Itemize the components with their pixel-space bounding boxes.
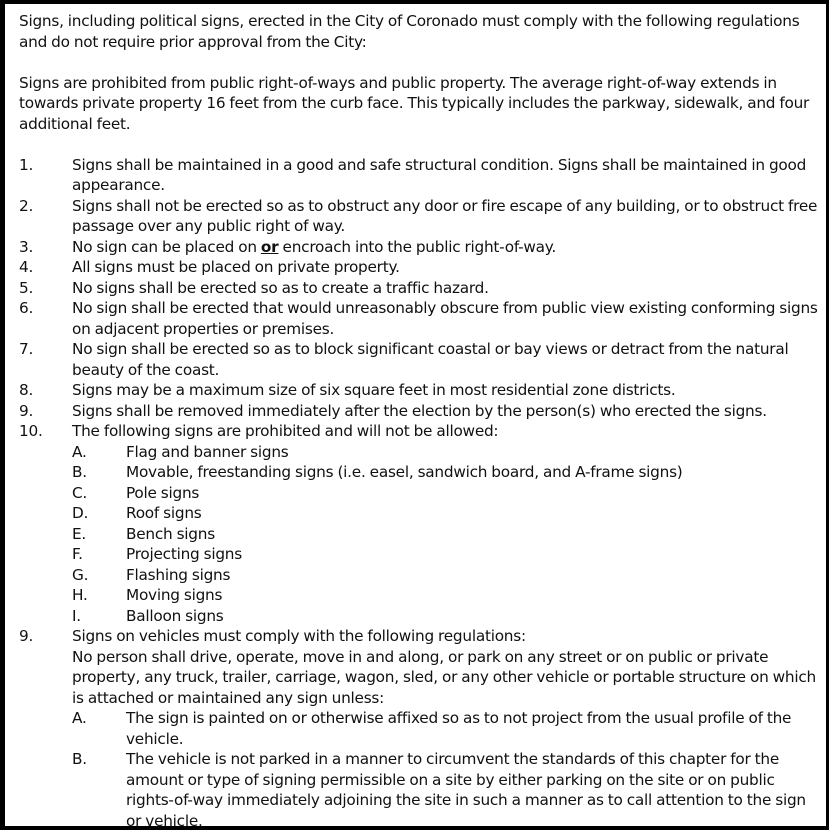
rule-text: The following signs are prohibited and will not be allowed: [72,422,499,440]
item-text: Pole signs [126,483,200,502]
item-text: The sign is painted on or otherwise affixed so as to not project from the usual profile of the vehicle. [126,709,792,748]
rule-number: 1. [19,155,34,174]
rule-number: 3. [19,237,34,256]
rule-number: 9. [19,627,34,645]
item-text: Movable, freestanding signs (i.e. easel, sandwich board, and A-frame signs) [126,463,683,481]
item-letter: G. [72,565,89,584]
prohibited-sign-item [19,585,819,606]
rule-text [72,237,819,258]
item-letter: C. [72,483,88,502]
item-letter: A. [72,709,87,727]
item-letter: F. [72,545,83,563]
rule-text: No signs shall be erected so as to create a traffic hazard. [72,278,489,297]
rule-number: 10. [19,422,43,440]
rule-item [19,298,819,339]
vehicle-rule-paragraph: No person shall drive, operate, move in and along, or park on any street or on public or private property, any truck, trailer, carriage, wagon, sled, or any other vehicle or portable structure on which is attached or maintained any sign unless: [72,647,816,707]
rule-number: 9. [19,401,34,420]
rule-number: 6. [19,299,34,317]
vehicle-condition-item [19,749,819,831]
item-letter: E. [72,524,87,543]
rule-text: Signs shall be maintained in a good and safe structural condition. Signs shall be maintained in good appearance. [72,155,807,194]
vehicle-rule-heading: Signs on vehicles must comply with the following regulations: [72,627,526,645]
rule-item [19,278,819,299]
rule-number: 5. [19,278,34,297]
rule-text: All signs must be placed on private property. [72,258,400,276]
rule-text: No sign shall be erected so as to block significant coastal or bay views or detract from the natural beauty of the coast. [72,340,789,379]
vehicle-condition-item [19,708,819,749]
rule-number: 4. [19,258,34,276]
item-text: Moving signs [126,586,223,604]
item-letter: B. [72,750,87,768]
item-text: Balloon signs [126,606,224,625]
rule-item [19,155,819,196]
prohibited-sign-item [19,565,819,586]
rule-item [19,257,819,278]
item-text: The vehicle is not parked in a manner to circumvent the standards of this chapter for the amount or type of signing permissible on a site by either parking on the site or on public rights-of-way immediately adjoining the site in such a manner as to call attention to the sign or vehicle. [126,750,806,830]
item-text: Flag and banner signs [126,442,289,461]
rule-item [19,237,819,258]
item-letter: I. [72,606,81,625]
rule-text [72,626,819,708]
item-text: Projecting signs [126,545,242,563]
prohibited-sign-item [19,544,819,565]
document-body [19,11,819,831]
prohibited-sign-item [19,462,819,483]
rule-item [19,339,819,380]
rule-text: Signs shall be removed immediately after the election by the person(s) who erected the signs. [72,401,767,420]
rule-number: 2. [19,196,34,215]
emphasis-or: or [260,237,279,256]
rule-text: No sign shall be erected that would unreasonably obscure from public view existing conforming signs on adjacent properties or premises. [72,299,818,338]
rule-item [19,380,819,401]
prohibited-sign-item [19,483,819,504]
spacer [19,134,819,155]
prohibited-sign-item [19,524,819,545]
rule-text-before: No sign can be placed on [72,237,261,256]
rule-item [19,401,819,422]
rule-text-after: encroach into the public right-of-way. [278,237,557,256]
rule-item [19,196,819,237]
item-letter: D. [72,504,89,522]
item-letter: A. [72,442,87,461]
rule-number: 8. [19,381,34,399]
spacer [19,52,819,73]
prohibited-sign-item [19,606,819,627]
item-letter: B. [72,463,87,481]
intro-paragraph: Signs, including political signs, erected in the City of Coronado must comply with the following regulations and do not require prior approval from the City: [19,12,800,51]
rule-text: Signs may be a maximum size of six square feet in most residential zone districts. [72,381,676,399]
prohibited-sign-item [19,503,819,524]
rule-item [19,626,819,708]
item-text: Flashing signs [126,565,231,584]
rule-number: 7. [19,340,34,358]
right-of-way-paragraph: Signs are prohibited from public right-of-ways and public property. The average right-of-way extends in towards private property 16 feet from the curb face. This typically includes the parkway, sidewalk, and four additional feet. [19,73,810,133]
rule-text: Signs shall not be erected so as to obstruct any door or fire escape of any building, or to obstruct free passage over any public right of way. [72,196,818,235]
item-text: Roof signs [126,504,202,522]
item-letter: H. [72,586,88,604]
rule-item [19,421,819,442]
prohibited-sign-item [19,442,819,463]
item-text: Bench signs [126,524,215,543]
